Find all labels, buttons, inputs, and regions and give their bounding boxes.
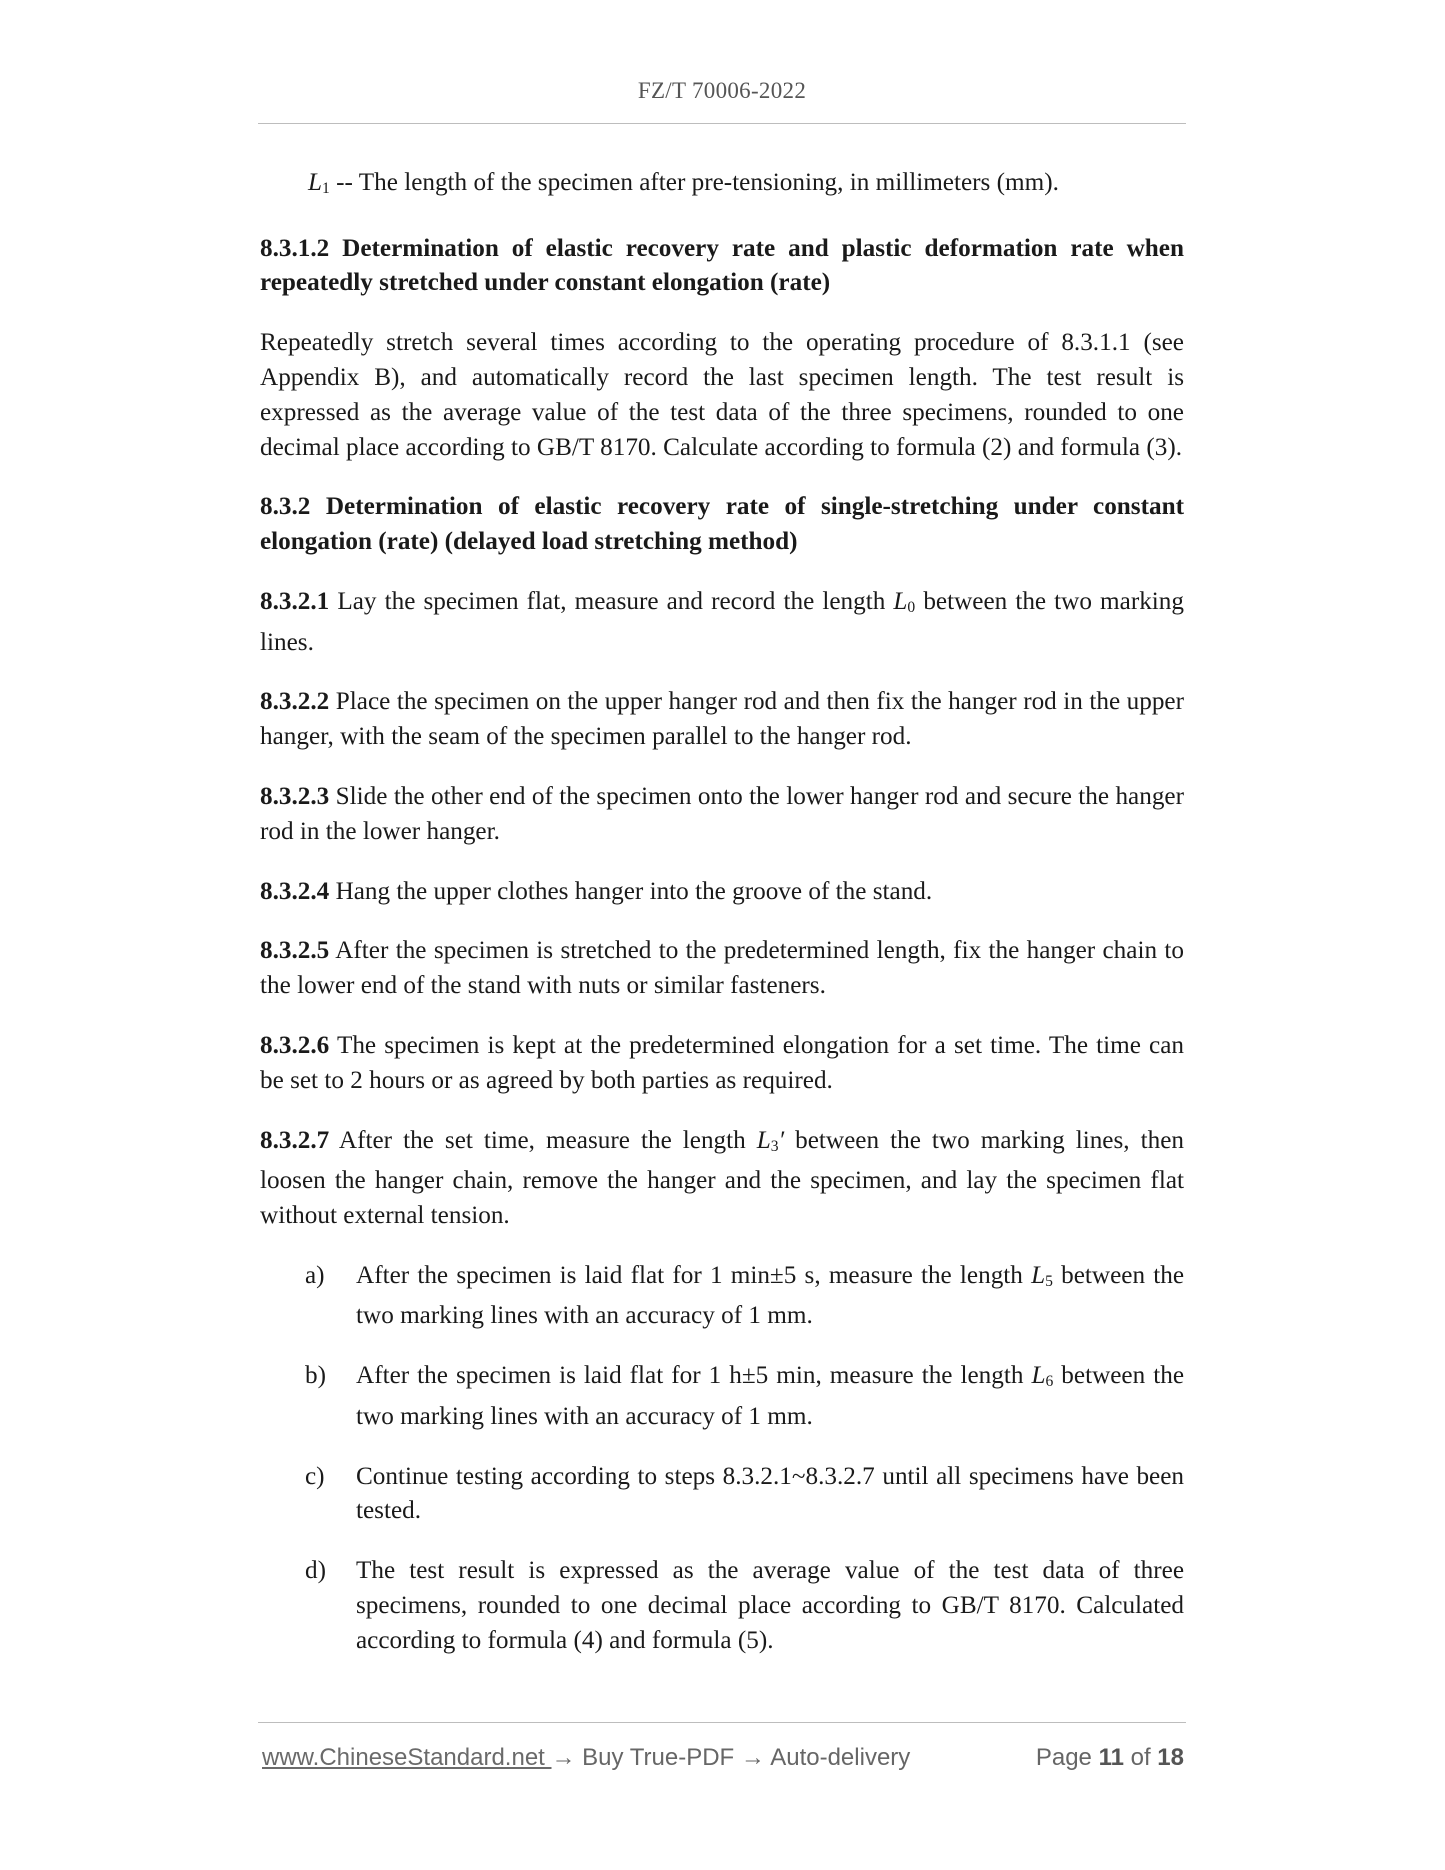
list-item-a: a) After the specimen is laid flat for 1 min±5 s, measure the length L5 between the two marking lines with an accuracy of 1 mm. <box>260 1259 1184 1334</box>
buy-true-pdf-text: Buy True-PDF <box>575 1744 741 1771</box>
clause-8-3-2-5: 8.3.2.5 After the specimen is stretched to the predetermined length, fix the hanger chain to the lower end of the stand with nuts or similar fasteners. <box>260 937 1184 1000</box>
clause-8-3-2-2: 8.3.2.2 Place the specimen on the upper hanger rod and then fix the hanger rod in the upper hanger, with the seam of the specimen parallel to the hanger rod. <box>260 688 1184 751</box>
variable-l0: L0 <box>893 587 916 616</box>
variable-l6: L6 <box>1031 1362 1054 1390</box>
total-pages: 18 <box>1157 1744 1184 1771</box>
chinesestandard-link[interactable]: www.ChineseStandard.net <box>262 1744 552 1771</box>
clause-8-3-2-4: 8.3.2.4 Hang the upper clothes hanger into the groove of the stand. <box>260 877 933 905</box>
clause-8-3-2-7: 8.3.2.7 After the set time, measure the length L3′ between the two marking lines, then loosen the hanger chain, remove the hanger and the specimen, and lay the specimen flat without external tension. <box>260 1126 1184 1229</box>
list-item-d: d) The test result is expressed as the average value of the test data of three specimens, rounded to one decimal place according to GB/T 8170. Calculated according to formula (4) and formula (5). <box>260 1554 1184 1658</box>
list-marker: d) <box>305 1557 326 1585</box>
document-body <box>260 166 1184 1658</box>
page-header: FZ/T 70006-2022 <box>637 78 807 103</box>
current-page: 11 <box>1098 1744 1124 1771</box>
header-divider <box>258 123 1186 124</box>
l1-definition: L1 -- The length of the specimen after pre-tensioning, in millimeters (mm). <box>308 169 1059 197</box>
section-8-3-1-2-heading: 8.3.1.2 Determination of elastic recovery rate and plastic deformation rate when repeatedly stretched under constant elongation (rate) <box>260 234 1184 297</box>
footer-divider <box>258 1722 1186 1723</box>
auto-delivery-text: Auto-delivery <box>764 1744 911 1771</box>
clause-8-3-2-3: 8.3.2.3 Slide the other end of the specimen onto the lower hanger rod and secure the hanger rod in the lower hanger. <box>260 782 1184 845</box>
page-number: Page 11 of 18 <box>1035 1744 1184 1771</box>
list-marker: a) <box>305 1261 325 1289</box>
arrow-right-icon: → <box>740 1744 765 1771</box>
clause-8-3-2-6: 8.3.2.6 The specimen is kept at the predetermined elongation for a set time. The time can be set to 2 hours or as agreed by both parties as required. <box>260 1031 1184 1094</box>
variable-l5: L5 <box>1031 1261 1053 1290</box>
list-marker: b) <box>305 1362 326 1390</box>
clause-8-3-2-1: 8.3.2.1 Lay the specimen flat, measure and record the length L0 between the two marking lines. <box>260 587 1184 656</box>
section-8-3-1-2-text: Repeatedly stretch several times according to the operating procedure of 8.3.1.1 (see Appendix B), and automatically record the last specimen length. The test result is expressed as the average value of the test data of the three specimens, rounded to one decimal place according to GB/T 8170. Calculate according to formula (2) and formula (3). <box>260 329 1184 461</box>
list-item-c: c) Continue testing according to steps 8.3.2.1~8.3.2.7 until all specimens have been tested. <box>260 1460 1184 1530</box>
arrow-right-icon: → <box>551 1744 576 1771</box>
variable-l3-prime: L3′ <box>756 1126 785 1155</box>
section-8-3-2-heading: 8.3.2 Determination of elastic recovery rate of single-stretching under constant elongation (rate) (delayed load stretching method) <box>260 493 1184 556</box>
footer-promo <box>262 1744 910 1772</box>
list-item-b: b) After the specimen is laid flat for 1 h±5 min, measure the length L6 between the two marking lines with an accuracy of 1 mm. <box>260 1359 1184 1434</box>
variable-l1: L1 <box>308 169 330 197</box>
list-marker: c) <box>305 1462 325 1490</box>
